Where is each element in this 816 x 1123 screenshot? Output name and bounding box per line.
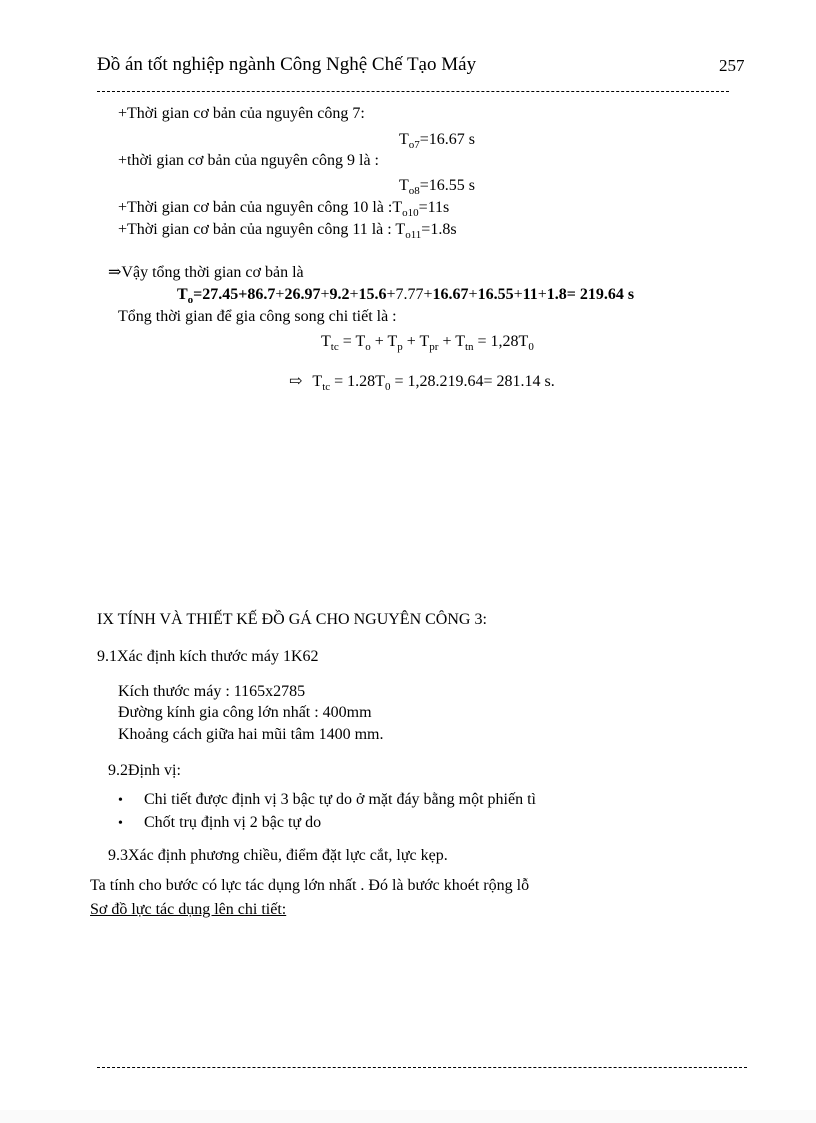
total-op: + (320, 286, 330, 303)
total-op: +7.77+ (386, 286, 433, 303)
tc-label: Tổng thời gian để gia công song chi tiết là : (118, 308, 397, 325)
eq1-sub: tc (330, 341, 339, 353)
eq1-sub: p (397, 341, 403, 353)
op9-subscript: o8 (408, 185, 420, 197)
op7-value (399, 130, 475, 150)
eq1-sub: pr (429, 341, 439, 353)
total-equation (177, 285, 634, 305)
tc-equation (321, 332, 534, 352)
list-item (118, 813, 321, 834)
total-term: 16.55 (477, 286, 514, 303)
eq1-term: + T (438, 333, 465, 350)
op11-number: =1.8s (421, 221, 457, 238)
op9-value (399, 176, 475, 196)
total-op: + (275, 286, 285, 303)
section-heading: IX TÍNH VÀ THIẾT KẾ ĐỒ GÁ CHO NGUYÊN CÔNG 3: (97, 611, 487, 628)
total-label: Vậy tổng thời gian cơ bản là (121, 264, 304, 281)
eq1-term: = 1,28T (473, 333, 529, 350)
total-term: =27.45+ (193, 286, 248, 303)
center-distance: Khoảng cách giữa hai mũi tâm 1400 mm. (118, 726, 384, 743)
op10-number: =11s (418, 199, 450, 216)
subsection-9-1: 9.1Xác định kích thước máy 1K62 (97, 648, 319, 665)
op11-subscript: o11 (405, 229, 422, 241)
op10-line (118, 198, 449, 218)
eq1-sub: tn (464, 341, 474, 353)
total-op: + (537, 286, 547, 303)
header-divider (97, 91, 729, 92)
op11-line (118, 220, 457, 240)
total-label-line (108, 263, 304, 283)
total-op: + (349, 286, 359, 303)
op9-number: =16.55 s (419, 177, 476, 194)
eq1-term: + T (370, 333, 398, 350)
subsection-9-3: 9.3Xác định phương chiều, điểm đặt lực cắt, lực kẹp. (108, 847, 448, 864)
bullet-icon: • (118, 816, 123, 831)
machine-size: Kích thước máy : 1165x2785 (118, 683, 306, 700)
header-title: Đồ án tốt nghiệp ngành Công Nghệ Chế Tạo Máy (97, 54, 477, 75)
result-arrow-icon: ⇨ (289, 373, 303, 390)
op7-subscript: o7 (408, 139, 420, 151)
diagram-title: Sơ đồ lực tác dụng lên chi tiết: (90, 901, 287, 918)
subsection-9-2: 9.2Định vị: (108, 762, 181, 779)
list-item (118, 790, 536, 811)
op11-label: +Thời gian cơ bản của nguyên công 11 là : T (118, 221, 406, 238)
total-term: 26.97 (284, 286, 321, 303)
eq2-sub: tc (322, 381, 331, 393)
total-op: + (513, 286, 523, 303)
eq2-term: = 1.28T (330, 373, 385, 390)
total-subscript: o (187, 294, 194, 306)
eq1-sub: 0 (528, 341, 534, 353)
footer-divider (97, 1067, 747, 1068)
list-item-text: Chi tiết được định vị 3 bậc tự do ở mặt đáy bằng một phiến tì (144, 791, 536, 808)
eq1-term: T (321, 333, 331, 350)
list-item-text: Chốt trụ định vị 2 bậc tự do (144, 814, 322, 831)
op9-label: +thời gian cơ bản của nguyên công 9 là : (118, 152, 379, 169)
op9-symbol: T (399, 177, 409, 194)
op7-symbol: T (399, 131, 409, 148)
eq1-sub: o (365, 341, 371, 353)
implies-arrow-icon: ⇒ (108, 264, 122, 281)
op10-subscript: o10 (402, 207, 419, 219)
total-term: 15.6 (358, 286, 387, 303)
eq1-term: = T (338, 333, 366, 350)
op10-label: +Thời gian cơ bản của nguyên công 10 là :T (118, 199, 403, 216)
page-bottom-edge (0, 1110, 816, 1123)
max-diameter: Đường kính gia công lớn nhất : 400mm (118, 704, 372, 721)
page-number: 257 (719, 56, 745, 75)
eq2-term: T (312, 373, 323, 390)
total-term: 1.8 (546, 286, 567, 303)
step-description: Ta tính cho bước có lực tác dụng lớn nhất . Đó là bước khoét rộng lỗ (90, 877, 530, 894)
eq1-term: + T (402, 333, 430, 350)
total-result: = 219.64 s (566, 286, 635, 303)
total-term: 11 (522, 286, 538, 303)
op7-number: =16.67 s (419, 131, 476, 148)
total-symbol: T (177, 286, 188, 303)
total-op: + (468, 286, 478, 303)
op7-label: +Thời gian cơ bản của nguyên công 7: (118, 105, 365, 122)
eq2-sub: 0 (384, 381, 391, 393)
bullet-icon: • (118, 793, 123, 808)
total-term: 86.7 (247, 286, 276, 303)
eq2-term: = 1,28.219.64= 281.14 s. (390, 373, 555, 390)
total-term: 9.2 (329, 286, 350, 303)
tc-result-equation (289, 372, 555, 392)
total-term: 16.67 (432, 286, 469, 303)
